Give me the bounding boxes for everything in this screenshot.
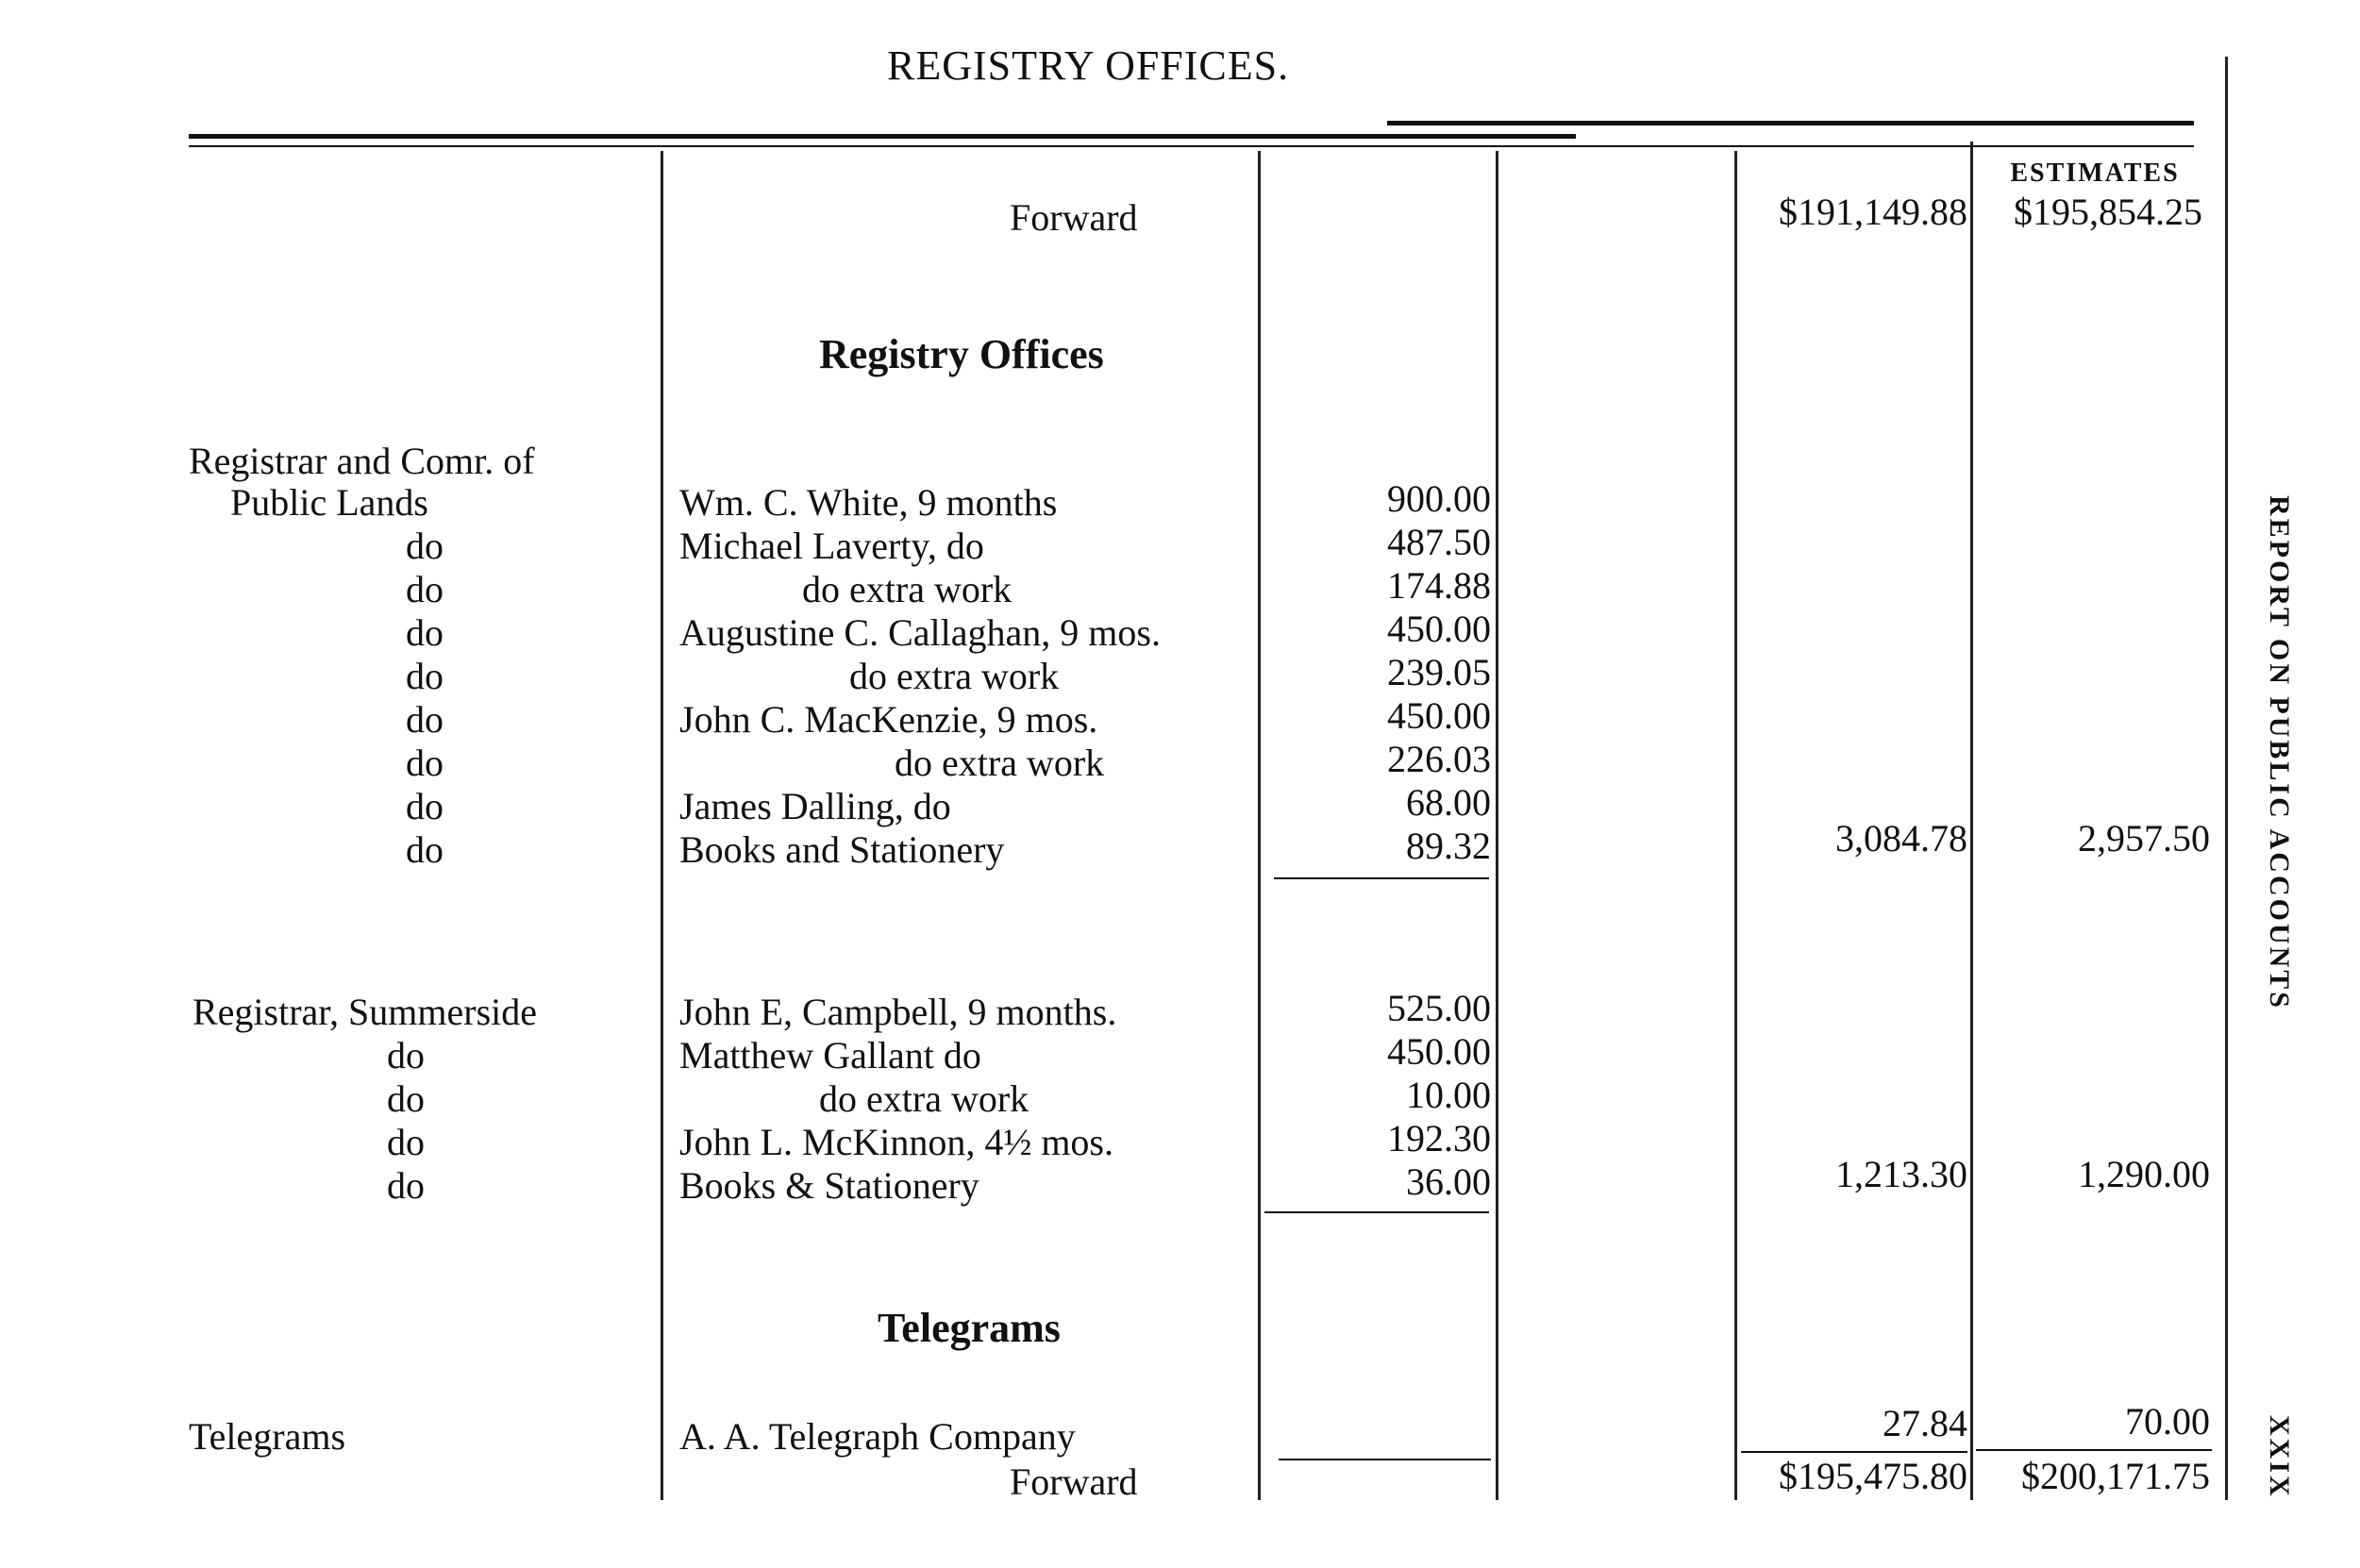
office-label: do xyxy=(406,525,444,567)
telegram-total: 27.84 xyxy=(1883,1402,1967,1444)
office-label: do xyxy=(406,655,444,697)
office-label: do xyxy=(406,785,444,827)
office-label: do xyxy=(387,1121,425,1163)
subtotal-rule xyxy=(1274,877,1489,879)
forward-estimate-bottom: $200,171.75 xyxy=(2021,1455,2210,1497)
registry-subtotal-estimate: 2,957.50 xyxy=(2078,817,2210,859)
payee-label: do extra work xyxy=(895,742,1105,784)
office-label: do xyxy=(406,742,444,784)
header-rule-thick-right xyxy=(1387,121,2194,125)
office-label: do xyxy=(387,1034,425,1076)
summerside-subtotal-total: 1,213.30 xyxy=(1835,1153,1967,1195)
column-rule-5 xyxy=(1970,142,1973,1500)
summerside-subtotal-estimate: 1,290.00 xyxy=(2078,1153,2210,1195)
header-rule-thick xyxy=(189,134,1576,139)
amount-value: 525.00 xyxy=(1387,987,1491,1029)
amount-value: 450.00 xyxy=(1387,694,1491,737)
payee-label: Michael Laverty, do xyxy=(679,525,984,567)
header-rule-thin xyxy=(189,145,2194,147)
subtotal-rule xyxy=(1279,1459,1491,1460)
office-label: Telegrams xyxy=(189,1415,346,1458)
amount-value: 174.88 xyxy=(1387,564,1491,607)
amount-value: 450.00 xyxy=(1387,1030,1491,1073)
payee-label: do extra work xyxy=(849,655,1060,697)
office-label: Public Lands xyxy=(230,481,428,524)
estimates-header: ESTIMATES xyxy=(2010,158,2180,188)
payee-label: John L. McKinnon, 4½ mos. xyxy=(679,1121,1113,1163)
amount-value: 89.32 xyxy=(1406,825,1491,867)
payee-label: Books and Stationery xyxy=(679,828,1005,871)
section-heading-telegrams: Telegrams xyxy=(878,1305,1061,1351)
amount-value: 226.03 xyxy=(1387,738,1491,780)
column-rule-3 xyxy=(1496,151,1498,1500)
amount-value: 192.30 xyxy=(1387,1117,1491,1159)
forward-total-top: $191,149.88 xyxy=(1779,191,1967,233)
margin-rule xyxy=(2225,57,2228,1500)
payee-label: Matthew Gallant do xyxy=(679,1034,981,1076)
amount-value: 450.00 xyxy=(1387,608,1491,650)
office-label: Registrar, Summerside xyxy=(192,991,537,1033)
page-title: REGISTRY OFFICES. xyxy=(887,42,1290,89)
payee-label: Books & Stationery xyxy=(679,1164,979,1207)
forward-label-bottom: Forward xyxy=(1010,1460,1138,1503)
amount-value: 239.05 xyxy=(1387,651,1491,693)
payee-label: do extra work xyxy=(802,568,1013,610)
registry-subtotal-total: 3,084.78 xyxy=(1835,817,1967,859)
forward-total-bottom: $195,475.80 xyxy=(1779,1455,1967,1497)
office-label: do xyxy=(406,828,444,871)
payee-label: Wm. C. White, 9 months xyxy=(679,481,1058,524)
office-label: do xyxy=(387,1164,425,1207)
payee-label: do extra work xyxy=(819,1077,1029,1120)
amount-value: 900.00 xyxy=(1387,477,1491,520)
office-label: do xyxy=(406,698,444,741)
total-rule xyxy=(1976,1449,2212,1451)
payee-label: John C. MacKenzie, 9 mos. xyxy=(679,698,1098,741)
payee-label: A. A. Telegraph Company xyxy=(679,1415,1076,1458)
office-label: do xyxy=(406,611,444,654)
column-rule-1 xyxy=(661,151,663,1500)
amount-value: 487.50 xyxy=(1387,521,1491,563)
payee-label: James Dalling, do xyxy=(679,785,951,827)
amount-value: 36.00 xyxy=(1406,1160,1491,1203)
page-number: XXIX xyxy=(2264,1415,2295,1499)
payee-label: Augustine C. Callaghan, 9 mos. xyxy=(679,611,1161,654)
forward-estimate-top: $195,854.25 xyxy=(2014,191,2202,233)
office-label: do xyxy=(406,568,444,610)
office-label: Registrar and Comr. of xyxy=(189,440,535,482)
section-heading-registry: Registry Offices xyxy=(819,331,1104,377)
forward-label-top: Forward xyxy=(1010,196,1138,239)
amount-value: 68.00 xyxy=(1406,781,1491,824)
office-label: do xyxy=(387,1077,425,1120)
side-heading: REPORT ON PUBLIC ACCOUNTS xyxy=(2264,495,2295,1010)
amount-value: 10.00 xyxy=(1406,1074,1491,1116)
payee-label: John E, Campbell, 9 months. xyxy=(679,991,1117,1033)
telegram-estimate: 70.00 xyxy=(2125,1400,2210,1443)
column-rule-2 xyxy=(1258,151,1261,1500)
subtotal-rule xyxy=(1264,1211,1489,1213)
total-rule xyxy=(1741,1451,1967,1453)
